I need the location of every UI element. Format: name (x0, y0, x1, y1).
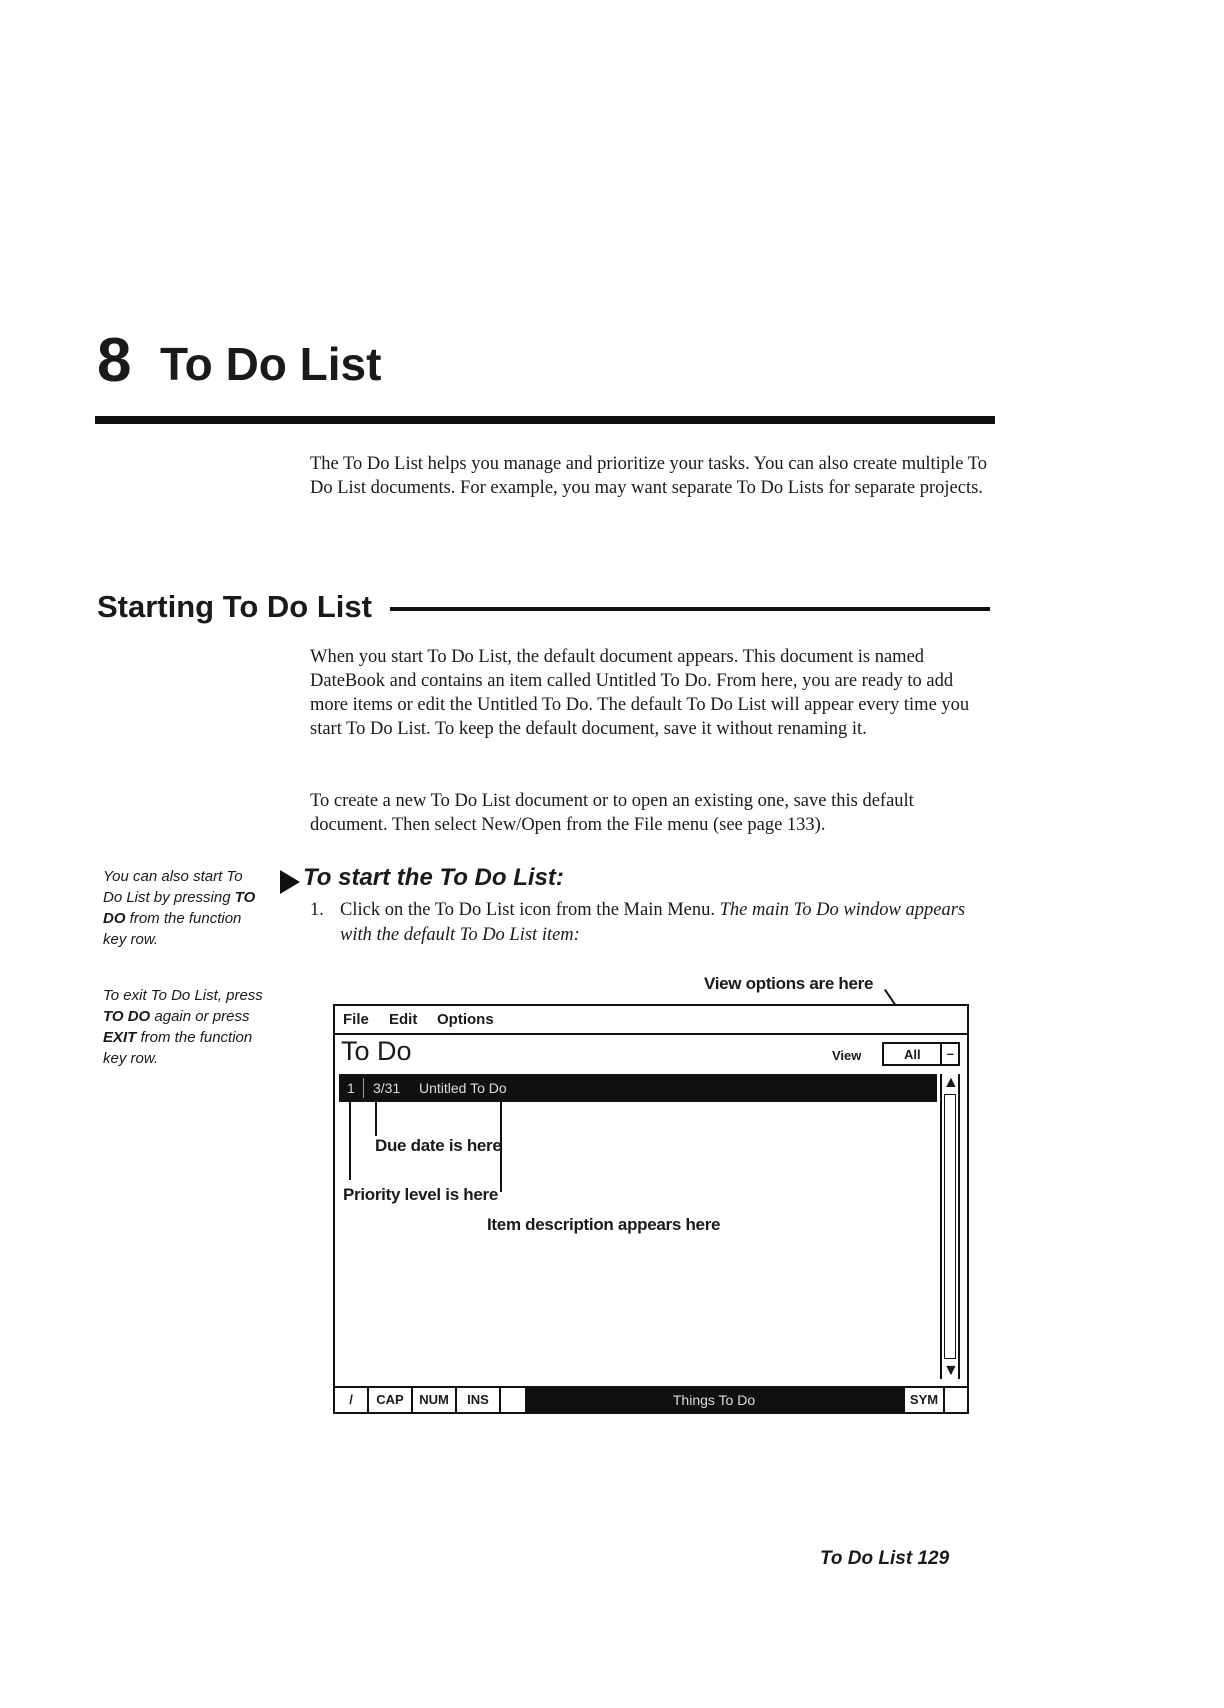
sidenote-exit-key2: EXIT (103, 1029, 137, 1046)
callout-due-date: Due date is here (375, 1136, 502, 1155)
intro-paragraph (310, 452, 990, 500)
chapter-title: To Do List (160, 338, 382, 390)
section-para1-text: When you start To Do List, the default document appears. This document is named DateBook and contains an item called Untitled To Do. From here, you are ready to add more items or edit the Untitled To Do. The default To Do List will appear every time you start To Do List. To keep the default document, save it without renaming it. (310, 647, 970, 739)
sidenote-exit-c: again or press (150, 1008, 250, 1025)
menu-bar (335, 1006, 967, 1035)
status-bar (335, 1386, 967, 1414)
procedure-arrow-icon (280, 870, 300, 894)
ins-indicator: INS (457, 1388, 501, 1412)
procedure-title: To start the To Do List: (303, 864, 564, 891)
row-divider (363, 1078, 364, 1098)
cap-indicator: CAP (369, 1388, 413, 1412)
callout-view-options: View options are here (704, 974, 874, 993)
item-description: Untitled To Do (419, 1080, 507, 1096)
status-title: Things To Do (525, 1388, 903, 1412)
menu-options[interactable]: Options (437, 1011, 494, 1028)
sidenote-start-key: TO DO (103, 889, 256, 927)
view-select[interactable] (882, 1042, 960, 1066)
scroll-up-icon[interactable]: ▲ (943, 1074, 959, 1091)
scroll-down-icon[interactable]: ▼ (943, 1362, 959, 1379)
todo-window (333, 1004, 969, 1414)
pen-icon[interactable]: / (335, 1388, 369, 1412)
vertical-scrollbar[interactable] (940, 1074, 960, 1379)
section-paragraph-2 (310, 789, 990, 837)
sidenote-exit-e: from the function key row. (103, 1029, 253, 1067)
menu-edit[interactable]: Edit (389, 1011, 418, 1028)
sidenote-start-a: You can also start To Do List by pressing (103, 868, 243, 906)
view-select-divider (940, 1044, 942, 1064)
chapter-rule (95, 416, 995, 424)
priority-leader (349, 1102, 351, 1180)
sidenote-exit-a: To exit To Do List, press (103, 987, 263, 1004)
section-title: Starting To Do List (97, 589, 372, 624)
section-rule (390, 607, 990, 611)
todo-item-row[interactable] (339, 1074, 937, 1102)
section-paragraph-1 (310, 645, 990, 741)
view-value: All (904, 1047, 921, 1062)
num-indicator: NUM (413, 1388, 457, 1412)
scroll-track[interactable] (944, 1094, 956, 1359)
due-date-leader (375, 1102, 377, 1136)
callout-priority: Priority level is here (343, 1185, 498, 1204)
step-result: The main To Do window appears with the default To Do List item: (340, 900, 966, 945)
sidenote-exit (103, 985, 263, 1069)
page-footer: To Do List 129 (820, 1548, 950, 1569)
menu-file[interactable]: File (343, 1011, 369, 1028)
sidenote-exit-key1: TO DO (103, 1008, 151, 1025)
view-label: View (832, 1048, 862, 1063)
step-body (340, 898, 980, 948)
sidenote-start-c: from the function key row. (103, 910, 242, 948)
sym-button[interactable]: SYM (903, 1388, 945, 1412)
step-text: Click on the To Do List icon from the Main Menu. (340, 900, 720, 920)
dropdown-icon: – (946, 1046, 954, 1061)
item-due-date: 3/31 (373, 1080, 401, 1096)
item-priority: 1 (347, 1080, 355, 1096)
step-number: 1. (310, 900, 324, 920)
sidenote-start (103, 866, 263, 950)
window-title: To Do (341, 1036, 412, 1066)
section-para2-text: To create a new To Do List document or to open an existing one, save this default document. Then select New/Open from the File menu (see page 133). (310, 791, 914, 835)
chapter-number: 8 (97, 326, 132, 395)
callout-description: Item description appears here (487, 1215, 721, 1234)
intro-text: The To Do List helps you manage and prioritize your tasks. You can also create multiple To Do List documents. For example, you may want separate To Do Lists for separate projects. (310, 454, 987, 498)
